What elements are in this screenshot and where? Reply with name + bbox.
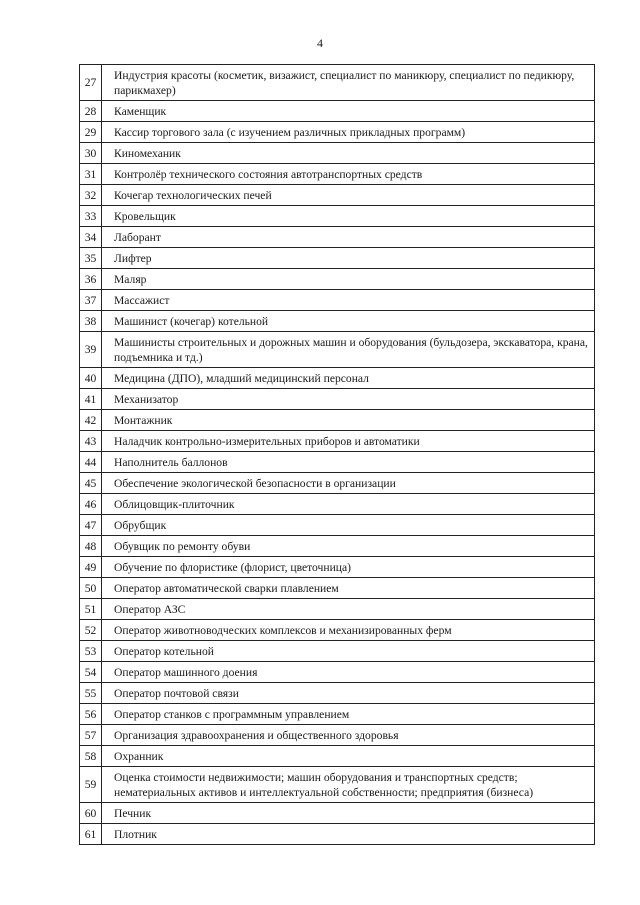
row-number: 60 [80, 803, 102, 824]
table-row [80, 185, 595, 206]
page-number: 4 [317, 36, 323, 50]
profession-name: Механизатор [102, 389, 595, 410]
row-number: 30 [80, 143, 102, 164]
profession-name: Оператор котельной [102, 641, 595, 662]
profession-name: Плотник [102, 824, 595, 845]
profession-name: Массажист [102, 290, 595, 311]
profession-name: Маляр [102, 269, 595, 290]
table-row [80, 803, 595, 824]
row-number: 49 [80, 557, 102, 578]
table-row [80, 65, 595, 101]
profession-name: Монтажник [102, 410, 595, 431]
profession-name: Оценка стоимости недвижимости; машин оборудования и транспортных средств; нематериальных активов и интеллектуальной собственности; предприятия (бизнеса) [102, 767, 595, 803]
profession-name: Наполнитель баллонов [102, 452, 595, 473]
table-row [80, 452, 595, 473]
row-number: 37 [80, 290, 102, 311]
row-number: 52 [80, 620, 102, 641]
row-number: 55 [80, 683, 102, 704]
table-row [80, 122, 595, 143]
table-row [80, 269, 595, 290]
profession-name: Лифтер [102, 248, 595, 269]
row-number: 58 [80, 746, 102, 767]
table-row [80, 332, 595, 368]
table-row [80, 620, 595, 641]
row-number: 56 [80, 704, 102, 725]
profession-name: Оператор АЗС [102, 599, 595, 620]
row-number: 53 [80, 641, 102, 662]
profession-name: Печник [102, 803, 595, 824]
row-number: 48 [80, 536, 102, 557]
row-number: 42 [80, 410, 102, 431]
row-number: 34 [80, 227, 102, 248]
table-row [80, 536, 595, 557]
profession-name: Киномеханик [102, 143, 595, 164]
row-number: 33 [80, 206, 102, 227]
row-number: 59 [80, 767, 102, 803]
table-row [80, 725, 595, 746]
table-row [80, 101, 595, 122]
table-row [80, 368, 595, 389]
row-number: 51 [80, 599, 102, 620]
table-row [80, 473, 595, 494]
profession-name: Контролёр технического состояния автотранспортных средств [102, 164, 595, 185]
table-row [80, 662, 595, 683]
table-row [80, 431, 595, 452]
profession-name: Охранник [102, 746, 595, 767]
profession-name: Кровельщик [102, 206, 595, 227]
profession-name: Медицина (ДПО), младший медицинский персонал [102, 368, 595, 389]
table-row [80, 704, 595, 725]
table-row [80, 248, 595, 269]
row-number: 44 [80, 452, 102, 473]
table-row [80, 515, 595, 536]
profession-name: Обрубщик [102, 515, 595, 536]
profession-name: Оператор машинного доения [102, 662, 595, 683]
row-number: 61 [80, 824, 102, 845]
row-number: 39 [80, 332, 102, 368]
table-row [80, 557, 595, 578]
row-number: 31 [80, 164, 102, 185]
profession-name: Машинисты строительных и дорожных машин и оборудования (бульдозера, экскаватора, крана, подъемника и тд.) [102, 332, 595, 368]
row-number: 38 [80, 311, 102, 332]
row-number: 41 [80, 389, 102, 410]
table-row [80, 641, 595, 662]
profession-name: Кассир торгового зала (с изучением различных прикладных программ) [102, 122, 595, 143]
row-number: 54 [80, 662, 102, 683]
row-number: 57 [80, 725, 102, 746]
table-row [80, 389, 595, 410]
row-number: 29 [80, 122, 102, 143]
professions-table-body [80, 65, 595, 845]
table-row [80, 164, 595, 185]
row-number: 32 [80, 185, 102, 206]
profession-name: Кочегар технологических печей [102, 185, 595, 206]
table-row [80, 290, 595, 311]
row-number: 36 [80, 269, 102, 290]
row-number: 46 [80, 494, 102, 515]
profession-name: Наладчик контрольно-измерительных приборов и автоматики [102, 431, 595, 452]
table-row [80, 311, 595, 332]
row-number: 43 [80, 431, 102, 452]
profession-name: Обувщик по ремонту обуви [102, 536, 595, 557]
table-row [80, 578, 595, 599]
table-row [80, 227, 595, 248]
profession-name: Обучение по флористике (флорист, цветочница) [102, 557, 595, 578]
table-row [80, 494, 595, 515]
profession-name: Каменщик [102, 101, 595, 122]
table-row [80, 683, 595, 704]
profession-name: Обеспечение экологической безопасности в организации [102, 473, 595, 494]
profession-name: Индустрия красоты (косметик, визажист, специалист по маникюру, специалист по педикюру, парикмахер) [102, 65, 595, 101]
professions-table [79, 64, 595, 845]
row-number: 40 [80, 368, 102, 389]
row-number: 28 [80, 101, 102, 122]
table-row [80, 746, 595, 767]
table-row [80, 206, 595, 227]
row-number: 45 [80, 473, 102, 494]
row-number: 47 [80, 515, 102, 536]
profession-name: Лаборант [102, 227, 595, 248]
profession-name: Оператор почтовой связи [102, 683, 595, 704]
row-number: 35 [80, 248, 102, 269]
profession-name: Машинист (кочегар) котельной [102, 311, 595, 332]
table-row [80, 599, 595, 620]
profession-name: Оператор станков с программным управлением [102, 704, 595, 725]
row-number: 27 [80, 65, 102, 101]
table-row [80, 143, 595, 164]
table-row [80, 410, 595, 431]
table-row [80, 767, 595, 803]
profession-name: Облицовщик-плиточник [102, 494, 595, 515]
row-number: 50 [80, 578, 102, 599]
profession-name: Оператор животноводческих комплексов и механизированных ферм [102, 620, 595, 641]
table-row [80, 824, 595, 845]
profession-name: Организация здравоохранения и общественного здоровья [102, 725, 595, 746]
profession-name: Оператор автоматической сварки плавлением [102, 578, 595, 599]
